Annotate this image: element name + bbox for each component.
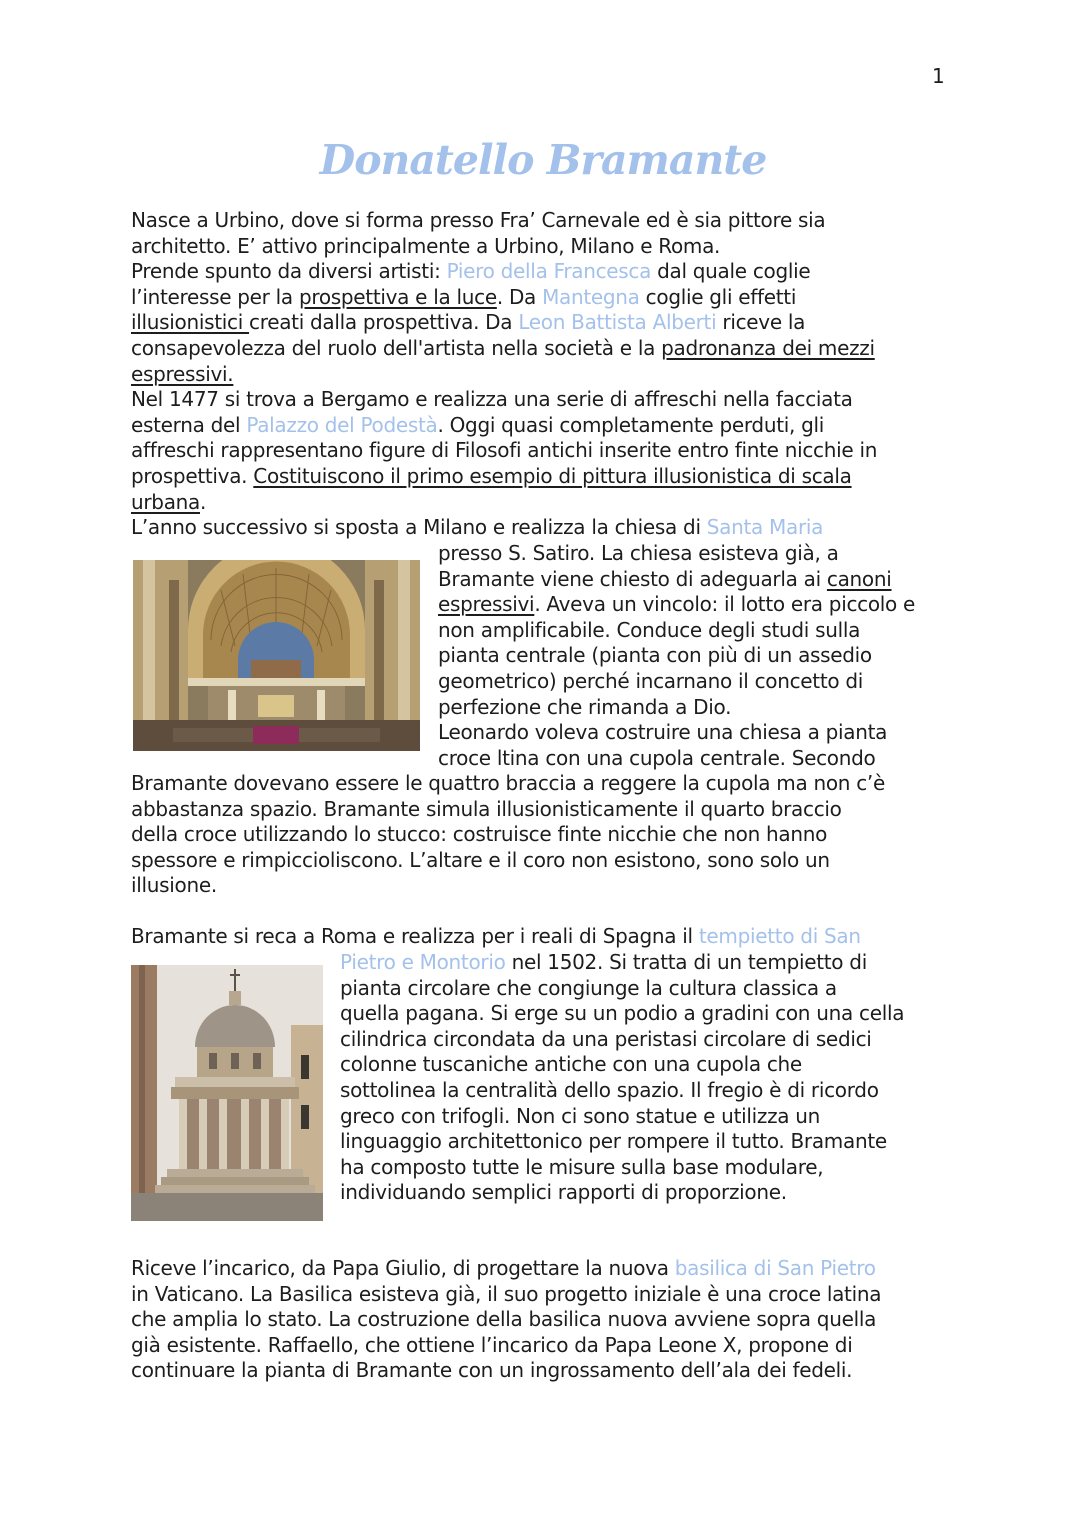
text-run: prospettiva.: [131, 463, 254, 488]
text-run: Bramante dovevano essere le quattro braccia a reggere la cupola ma non c’è: [131, 771, 885, 795]
text-line: [131, 1358, 961, 1384]
text-run: sottolinea la centralità dello spazio. Il fregio è di ricordo: [340, 1077, 879, 1102]
text-run: perfezione che rimanda a Dio.: [438, 694, 732, 719]
text-run: Leonardo voleva costruire una chiesa a pianta: [438, 720, 888, 745]
text-run: l’interesse per la: [131, 284, 299, 309]
paragraph-intro: [131, 208, 961, 541]
text-line: [131, 822, 961, 848]
text-line: [438, 592, 958, 618]
paragraph-tempietto-intro: [131, 924, 961, 950]
text-run: geometrico) perché incarnano il concetto di: [438, 668, 864, 693]
underlined-text: canoni: [826, 566, 892, 591]
highlighted-term: tempietto di San: [698, 924, 861, 948]
text-line: [340, 1129, 960, 1155]
text-line: [131, 924, 961, 950]
text-run: colonne tuscaniche antiche con una cupola che: [340, 1052, 802, 1077]
text-line: [131, 1333, 961, 1359]
text-line: [340, 1180, 960, 1206]
text-line: [131, 259, 961, 285]
paragraph-tempietto-side: [340, 950, 960, 1206]
highlighted-term: Piero della Francesca: [446, 259, 652, 284]
text-line: [131, 438, 961, 464]
text-run: riceve la: [716, 310, 806, 335]
text-run: abbastanza spazio. Bramante simula illusionisticamente il quarto braccio: [131, 796, 842, 821]
text-line: [131, 848, 961, 874]
text-line: [131, 336, 961, 362]
text-run: creati dalla prospettiva. Da: [249, 310, 519, 335]
highlighted-term: basilica di San Pietro: [674, 1256, 876, 1280]
text-line: [131, 285, 961, 311]
text-line: [340, 1052, 960, 1078]
text-line: [340, 1104, 960, 1130]
text-line: [131, 1307, 961, 1333]
paragraph-basilica: [131, 1256, 961, 1384]
underlined-text: illusionistici: [131, 310, 250, 335]
text-run: cilindrica circondata da una peristasi circolare di sedici: [340, 1026, 872, 1051]
text-run: affreschi rappresentano figure di Filosofi antichi inserite entro finte nicchie in: [131, 438, 878, 463]
text-run: croce ltina con una cupola centrale. Secondo: [438, 745, 876, 770]
text-run: illusione.: [131, 873, 217, 898]
text-run: .: [199, 489, 207, 514]
text-run: architetto. E’ attivo principalmente a Urbino, Milano e Roma.: [131, 233, 721, 258]
highlighted-term: Palazzo del Podestà: [246, 412, 438, 437]
text-run: L’anno successivo si sposta a Milano e realizza la chiesa di: [131, 515, 707, 540]
text-run: . Oggi quasi completamente perduti, gli: [437, 412, 825, 437]
text-run: greco con trifogli. Non ci sono statue e utilizza un: [340, 1103, 821, 1128]
text-line: [438, 643, 958, 669]
text-run: della croce utilizzando lo stucco: costruisce finte nicchie che non hanno: [131, 822, 828, 847]
text-line: [340, 1027, 960, 1053]
paragraph-satiro-full: [131, 771, 961, 899]
text-run: Bramante si reca a Roma e realizza per i reali di Spagna il: [131, 924, 699, 948]
text-run: in Vaticano. La Basilica esisteva già, il suo progetto iniziale è una croce latina: [131, 1281, 882, 1306]
text-line: [438, 669, 958, 695]
text-run: . Da: [496, 284, 543, 309]
underlined-text: prospettiva e la luce: [298, 284, 497, 309]
text-line: [438, 720, 958, 746]
text-line: [340, 1078, 960, 1104]
text-line: [340, 950, 960, 976]
text-line: [131, 873, 961, 899]
text-line: [131, 1256, 961, 1282]
text-run: nel 1502. Si tratta di un tempietto di: [505, 950, 867, 974]
text-run: Prende spunto da diversi artisti:: [131, 259, 447, 284]
text-run: spessore e rimpiccioliscono. L’altare e il coro non esistono, sono solo un: [131, 847, 830, 872]
highlighted-term: Pietro e Montorio: [340, 950, 506, 974]
text-line: [131, 413, 961, 439]
text-run: esterna del: [131, 412, 247, 437]
text-line: [131, 771, 961, 797]
page-title: Donatello Bramante: [319, 136, 767, 184]
highlighted-term: Mantegna: [542, 284, 640, 309]
tempietto-san-pietro-in-montorio-photo: [131, 965, 323, 1221]
text-run: ha composto tutte le misure sulla base modulare,: [340, 1154, 824, 1179]
text-run: . Aveva un vincolo: il lotto era piccolo e: [534, 592, 916, 617]
text-run: non amplificabile. Conduce degli studi sulla: [438, 617, 861, 642]
text-line: [131, 362, 961, 388]
text-run: Nel 1477 si trova a Bergamo e realizza una serie di affreschi nella facciata: [131, 387, 853, 412]
text-run: Bramante viene chiesto di adeguarla ai: [438, 566, 827, 591]
text-run: pianta circolare che congiunge la cultura classica a: [340, 975, 837, 1000]
text-line: [438, 695, 958, 721]
text-run: Nasce a Urbino, dove si forma presso Fra’ Carnevale ed è sia pittore sia: [131, 208, 826, 232]
text-line: [438, 746, 958, 772]
text-line: [438, 567, 958, 593]
text-run: già esistente. Raffaello, che ottiene l’incarico da Papa Leone X, propone di: [131, 1332, 853, 1357]
underlined-text: padronanza dei mezzi: [661, 335, 875, 360]
paragraph-satiro-side: [438, 541, 958, 771]
text-line: [340, 1001, 960, 1027]
text-line: [131, 490, 961, 516]
text-line: [340, 976, 960, 1002]
text-line: [131, 208, 961, 234]
text-line: [131, 234, 961, 260]
text-line: [131, 464, 961, 490]
text-run: che amplia lo stato. La costruzione della basilica nuova avviene sopra quella: [131, 1307, 877, 1332]
text-line: [131, 310, 961, 336]
text-line: [131, 387, 961, 413]
text-run: Riceve l’incarico, da Papa Giulio, di progettare la nuova: [131, 1256, 675, 1280]
text-run: linguaggio architettonico per rompere il tutto. Bramante: [340, 1129, 887, 1154]
text-run: presso S. Satiro. La chiesa esisteva già, a: [438, 541, 839, 565]
underlined-text: espressivi.: [131, 361, 234, 386]
text-run: quella pagana. Si erge su un podio a gradini con una cella: [340, 1001, 905, 1026]
highlighted-term: Leon Battista Alberti: [518, 310, 717, 335]
page-number: 1: [932, 64, 945, 88]
text-line: [340, 1155, 960, 1181]
text-line: [131, 515, 961, 541]
text-run: coglie gli effetti: [639, 284, 797, 309]
text-run: dal quale coglie: [651, 259, 811, 284]
underlined-text: espressivi: [438, 592, 535, 617]
underlined-text: Costituiscono il primo esempio di pittura illusionistica di scala: [253, 463, 852, 488]
highlighted-term: Santa Maria: [706, 515, 824, 540]
text-run: consapevolezza del ruolo dell'artista nella società e la: [131, 335, 662, 360]
text-line: [438, 618, 958, 644]
text-line: [131, 1282, 961, 1308]
underlined-text: urbana: [131, 489, 200, 514]
text-run: continuare la pianta di Bramante con un ingrossamento dell’ala dei fedeli.: [131, 1358, 853, 1383]
santa-maria-presso-san-satiro-photo: [133, 560, 420, 751]
text-line: [438, 541, 958, 567]
text-run: individuando semplici rapporti di proporzione.: [340, 1180, 787, 1205]
text-line: [131, 797, 961, 823]
text-run: pianta centrale (pianta con più di un assedio: [438, 643, 872, 668]
